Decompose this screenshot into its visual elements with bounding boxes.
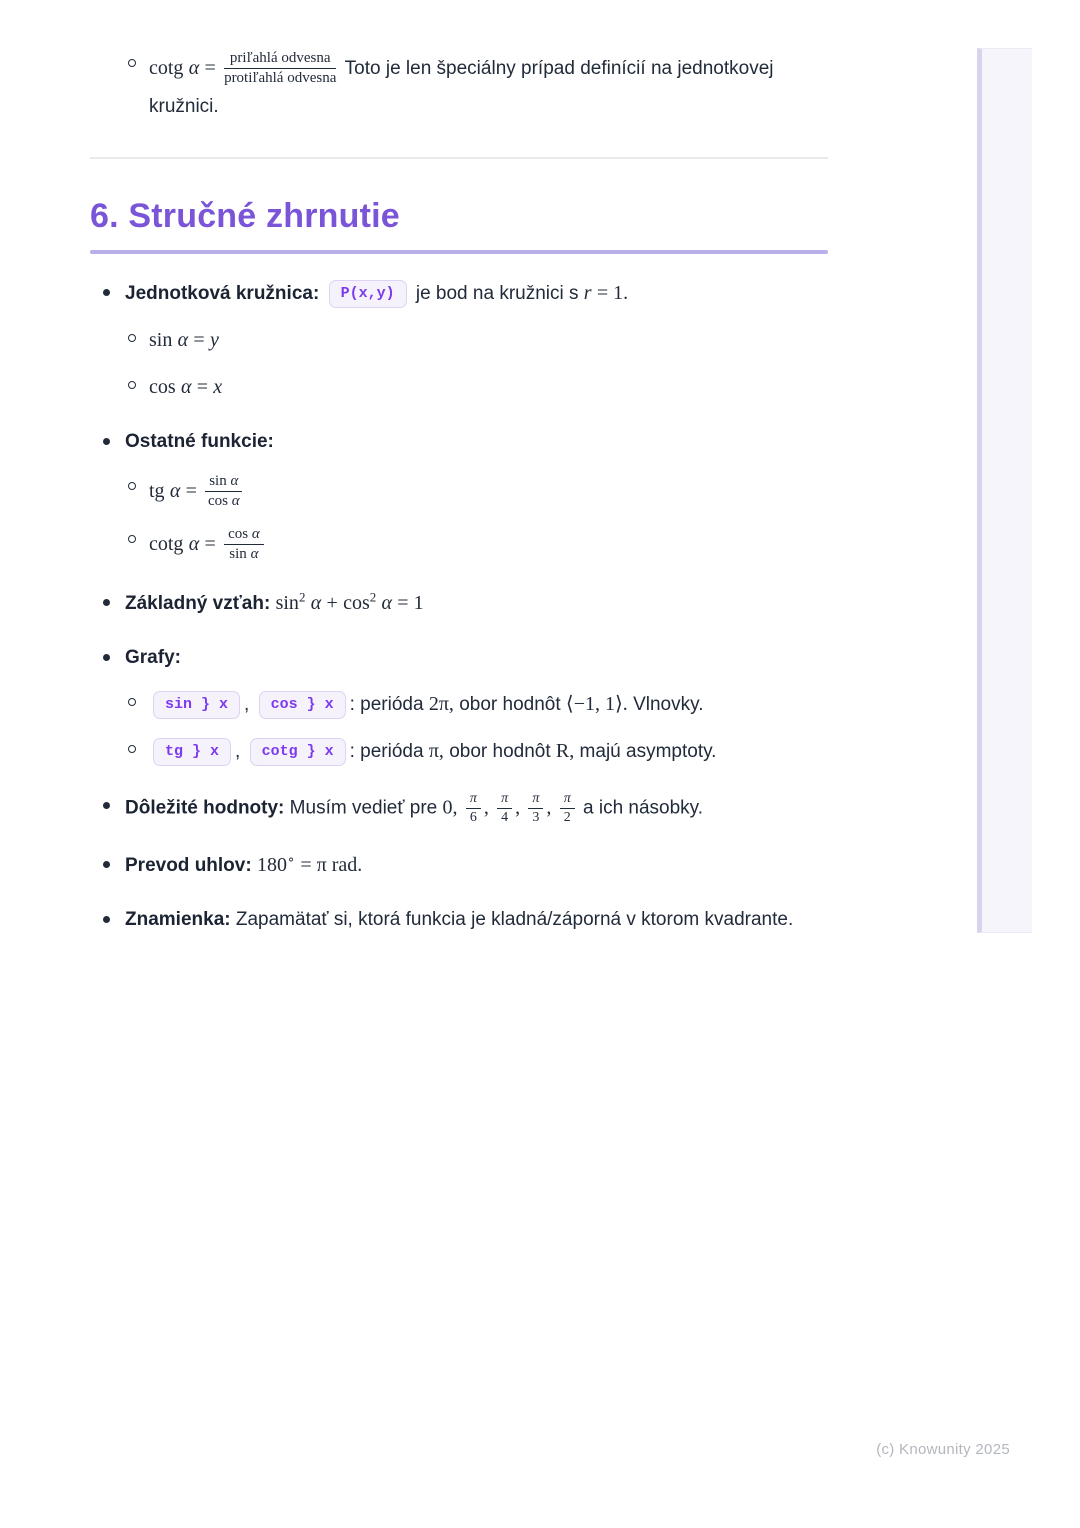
- item-text: Zapamätať si, ktorá funkcia je kladná/záporná v ktorom kvadrante.: [235, 908, 794, 930]
- item-text: obor hodnôt: [449, 740, 551, 762]
- math-equals: =: [193, 328, 205, 351]
- item-label: Základný vzťah:: [125, 592, 271, 614]
- heading-underline: [90, 250, 828, 254]
- math-fraction: [205, 473, 242, 511]
- item-text: je bod na kružnici s: [415, 282, 579, 304]
- sub-bullet-icon: [128, 381, 136, 389]
- math-eq-1: = 1.: [596, 281, 629, 304]
- math-superscript: 2: [369, 589, 377, 605]
- math-function: cos: [149, 375, 176, 398]
- copyright-footer: (c) Knowunity 2025: [876, 1441, 1010, 1458]
- math-alpha: α: [169, 479, 181, 502]
- item-label: Grafy:: [125, 646, 181, 668]
- intro-text: [149, 50, 828, 125]
- intro-block: [90, 0, 828, 125]
- fraction-numerator: priľahlá odvesna: [224, 50, 336, 69]
- comma: ,: [546, 796, 552, 819]
- summary-list: [90, 278, 828, 935]
- item-text: : perióda: [349, 740, 424, 762]
- list-item-znamienka: [90, 905, 828, 935]
- bullet-icon: [103, 438, 110, 445]
- math-plus: +: [326, 591, 338, 614]
- math-superscript: 2: [298, 589, 306, 605]
- list-item-grafy-row2: [128, 736, 828, 767]
- bullet-icon: [103, 802, 110, 809]
- item-label: Ostatné funkcie:: [125, 430, 274, 452]
- math-fraction: [224, 50, 336, 88]
- fraction-denominator: protiľahlá odvesna: [224, 70, 337, 87]
- math-angle: 180: [256, 853, 287, 876]
- math-function: cos: [343, 591, 370, 614]
- sub-bullet-icon: [128, 59, 136, 67]
- item-text: obor hodnôt: [459, 693, 561, 715]
- item-text: : perióda: [349, 693, 424, 715]
- math-equals: =: [196, 375, 209, 398]
- math-function: sin: [275, 591, 299, 614]
- list-item-tg: [128, 473, 828, 511]
- fraction-denominator: cos α: [207, 492, 240, 509]
- code-chip-cos: cos } x: [259, 691, 346, 719]
- comma: ,: [244, 693, 250, 715]
- code-chip-cotg: cotg } x: [250, 738, 346, 766]
- list-item: [128, 50, 828, 125]
- list-item-dolezite: [90, 791, 828, 826]
- math-alpha: α: [310, 591, 322, 614]
- sub-bullet-icon: [128, 334, 136, 342]
- comma: ,: [483, 796, 489, 819]
- comma: ,: [515, 796, 521, 819]
- list-item-prevod: [90, 850, 828, 881]
- math-function: sin: [149, 328, 173, 351]
- list-item-cos: [128, 372, 828, 403]
- item-text: Musím vedieť pre: [289, 797, 438, 819]
- math-range: ⟨−1, 1⟩.: [565, 692, 628, 715]
- comma: ,: [235, 740, 241, 762]
- item-text: majú asymptoty.: [579, 740, 717, 762]
- section-heading: 6. Stručné zhrnutie: [90, 196, 400, 235]
- math-fraction: $\frac{\pi}{3}$: [528, 791, 543, 826]
- list-item-jednotkova: [90, 278, 828, 309]
- math-fraction: $\frac{\pi}{6}$: [466, 791, 481, 826]
- item-label: Jednotková kružnica:: [125, 282, 320, 304]
- math-function: cotg: [149, 533, 184, 555]
- math-zero: 0,: [442, 796, 458, 819]
- math-alpha: α: [180, 375, 192, 398]
- math-equals: =: [204, 533, 216, 555]
- item-label: Dôležité hodnoty:: [125, 797, 285, 819]
- math-equals: =: [204, 57, 216, 79]
- list-item-cotg: [128, 526, 828, 564]
- math-equals: =: [185, 479, 197, 502]
- math-function: cotg: [149, 57, 184, 79]
- fraction-denominator: sin α: [229, 546, 259, 563]
- math-period: 2π,: [428, 692, 454, 715]
- sub-bullet-icon: [128, 745, 136, 753]
- fraction-numerator: sin α: [205, 473, 242, 492]
- math-alpha: α: [188, 533, 200, 555]
- item-text: a ich násobky.: [583, 797, 704, 819]
- item-label: Prevod uhlov:: [125, 854, 252, 876]
- math-function: tg: [149, 479, 165, 502]
- list-item-grafy-row1: [128, 689, 828, 720]
- math-alpha: α: [177, 328, 189, 351]
- section-divider: [90, 157, 828, 159]
- bullet-icon: [103, 861, 110, 868]
- item-label: Znamienka:: [125, 908, 231, 930]
- list-item-zakladny: [90, 588, 828, 619]
- intro-sentence: Toto je len špeciálny prípad definícií na jednotkovej kružnici.: [149, 58, 774, 117]
- code-chip-pxy: P(x,y): [329, 280, 407, 308]
- math-equals: = 1: [397, 591, 424, 614]
- list-item-grafy: [90, 643, 828, 673]
- math-fraction: $\frac{\pi}{2}$: [560, 791, 575, 826]
- list-item-ostatne: [90, 427, 828, 457]
- math-fraction: $\frac{\pi}{4}$: [497, 791, 512, 826]
- sub-bullet-icon: [128, 535, 136, 543]
- math-alpha: α: [381, 591, 393, 614]
- degree-sign: ∘: [286, 851, 296, 867]
- sub-bullet-icon: [128, 482, 136, 490]
- bullet-icon: [103, 654, 110, 661]
- math-result: y: [209, 328, 219, 351]
- sub-bullet-icon: [128, 698, 136, 706]
- bullet-icon: [103, 289, 110, 296]
- math-var-r: r: [583, 281, 592, 304]
- code-chip-tg: tg } x: [153, 738, 231, 766]
- bullet-icon: [103, 599, 110, 606]
- math-radians: = π rad.: [300, 853, 363, 876]
- list-item-sin: [128, 325, 828, 356]
- math-range: R,: [555, 739, 575, 762]
- code-chip-sin: sin } x: [153, 691, 240, 719]
- fraction-numerator: cos α: [224, 526, 264, 545]
- math-period: π,: [428, 739, 444, 762]
- math-fraction: [224, 526, 264, 564]
- math-result: x: [213, 375, 223, 398]
- math-alpha: α: [188, 57, 200, 79]
- document-page: [90, 0, 828, 935]
- scrollbar-track[interactable]: [977, 48, 1032, 933]
- item-text: Vlnovky.: [633, 693, 704, 715]
- bullet-icon: [103, 916, 110, 923]
